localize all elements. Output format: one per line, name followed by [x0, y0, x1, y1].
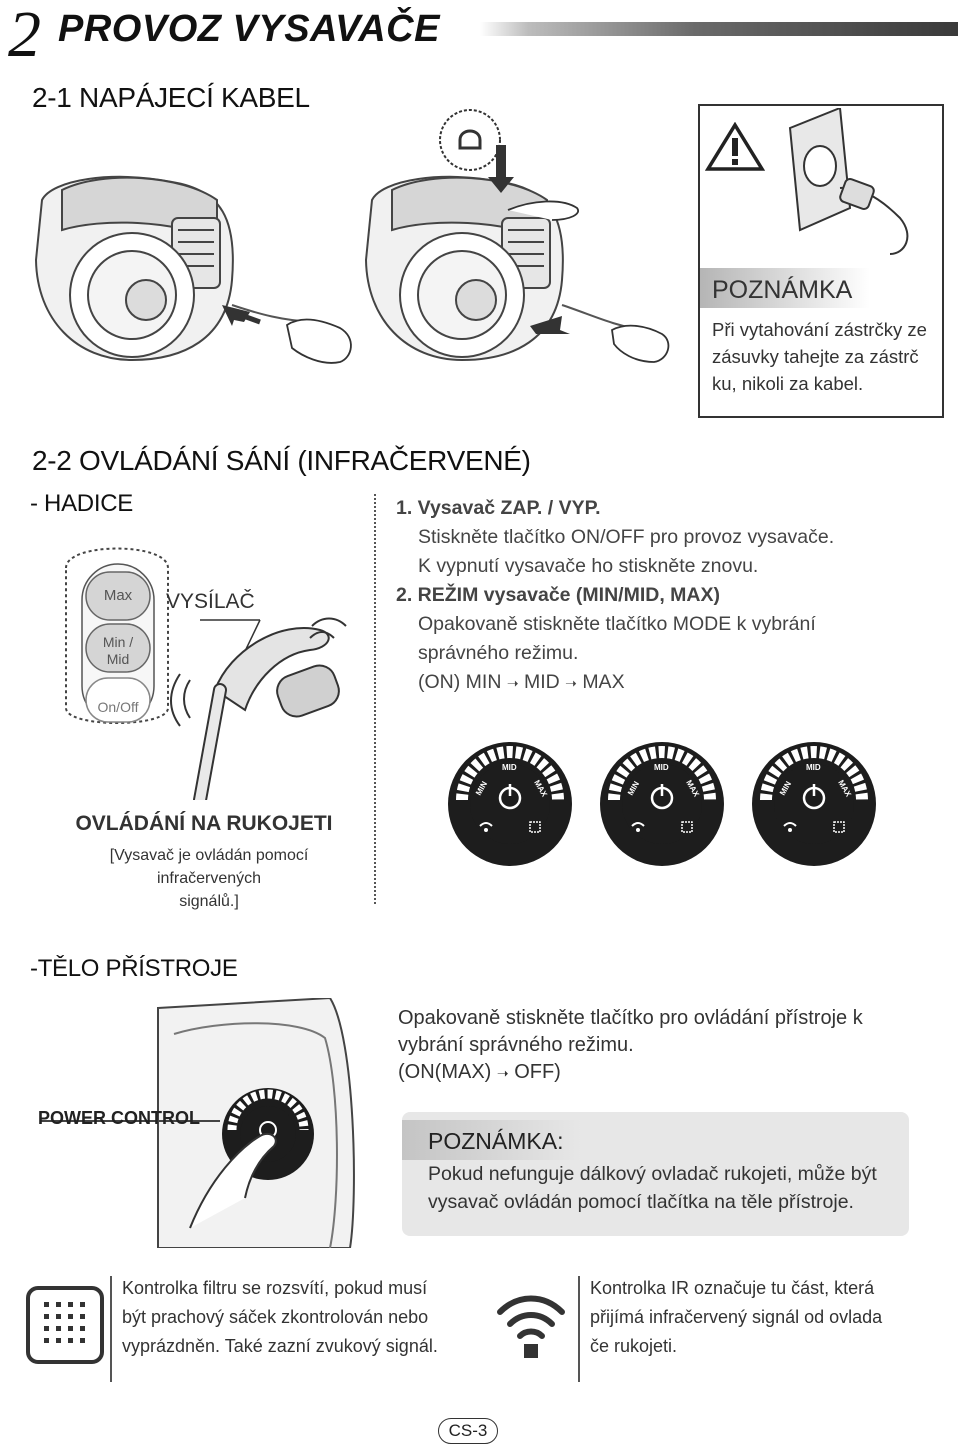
chapter-number: 2: [8, 0, 41, 71]
remote-caption-title: OVLÁDÁNÍ NA RUKOJETI: [75, 812, 333, 835]
wall-socket-icon: [780, 108, 940, 258]
step1-title: 1. Vysavač ZAP. / VYP.: [396, 497, 601, 519]
dial-label-min: MIN: [473, 779, 490, 797]
power-control-label: POWER CONTROL: [38, 1108, 200, 1128]
step2-line2: správného režimu.: [418, 642, 579, 664]
section-heading-power-cord: 2-1 NAPÁJECÍ KABEL: [32, 82, 310, 113]
ir-indicator-icon: [490, 1284, 572, 1366]
divider: [110, 1276, 112, 1382]
hose-handle-illustration: [160, 600, 370, 800]
step2-title: 2. REŽIM vysavače (MIN/MID, MAX): [396, 584, 720, 606]
mode-dials: [446, 740, 916, 880]
chapter-rule: [480, 22, 958, 36]
hand-icon: [287, 319, 351, 362]
dial-label-mid: MID: [654, 763, 669, 772]
filter-info-text: Kontrolka filtru se rozsvítí, pokud musí být prachový sáček zkontrolován nebo vyprázdněn. Také zazní zvukový signál.: [122, 1278, 438, 1356]
divider: [578, 1276, 580, 1382]
arrow-right-icon: ➝: [506, 675, 519, 691]
step1-line1: Stiskněte tlačítko ON/OFF pro provoz vysavače.: [418, 526, 835, 548]
body-instructions: Opakovaně stiskněte tlačítko pro ovládání přístroje k vybrání správného režimu. (ON(MAX) ➝ OFF): [398, 1007, 863, 1083]
note2-title: POZNÁMKA:: [428, 1128, 564, 1154]
mode-sequence: (ON) MIN ➝ MID ➝ MAX: [418, 671, 625, 693]
dial-label-mid: MID: [806, 763, 821, 772]
step1-line2: K vypnutí vysavače ho stiskněte znovu.: [418, 555, 759, 577]
warning-triangle-icon: [705, 122, 765, 172]
body-heading: -TĚLO PŘÍSTROJE: [30, 955, 238, 982]
note-text: Při vytahování zástrčky ze zásuvky tahejte za zástrč ku, nikoli za kabel.: [712, 319, 927, 394]
step2-line1: Opakovaně stiskněte tlačítko MODE k vybrání: [418, 613, 816, 635]
note2-text: Pokud nefunguje dálkový ovladač rukojeti, může být vysavač ovládán pomocí tlačítka na těle přístroje.: [428, 1163, 877, 1213]
min-mid-button[interactable]: Min / Mid: [102, 634, 134, 667]
dial-max-icon: [752, 742, 876, 866]
section-heading-suction-control: 2-2 OVLÁDÁNÍ SÁNÍ (INFRAČERVENÉ): [32, 445, 531, 476]
dial-mid-icon: [600, 742, 724, 866]
vacuum-cord-illustration: [22, 90, 692, 430]
dial-label-mid: MID: [502, 763, 517, 772]
filter-indicator-icon: [24, 1284, 106, 1366]
arrow-right-icon: ➝: [496, 1065, 509, 1081]
arrow-right-icon: ➝: [565, 675, 577, 691]
plug-symbol-icon: [440, 110, 500, 170]
chapter-title: PROVOZ VYSAVAČE: [58, 8, 440, 50]
vacuum-unit-right-icon: [366, 177, 642, 360]
push-down-arrow-icon: [496, 145, 506, 177]
remote-caption-text: [Vysavač je ovládán pomocí infračervených signálů.]: [109, 847, 309, 910]
hose-heading: - HADICE: [30, 490, 133, 517]
note-title: POZNÁMKA: [712, 276, 853, 304]
onoff-button[interactable]: On/Off: [97, 699, 139, 715]
page-number: CS-3: [438, 1418, 498, 1444]
dial-label-min: MIN: [777, 779, 794, 797]
dial-label-max: MAX: [684, 778, 701, 799]
remote-steps: [396, 494, 936, 698]
dial-label-max: MAX: [836, 778, 853, 799]
max-button[interactable]: Max: [103, 587, 133, 604]
dial-label-max: MAX: [532, 778, 549, 799]
dotted-divider: [374, 494, 376, 904]
dial-label-min: MIN: [625, 779, 642, 797]
transmitter-label: VYSÍLAČ: [166, 590, 255, 613]
vacuum-unit-left-icon: [36, 177, 312, 360]
dial-min-icon: [448, 742, 572, 866]
pull-arrow-icon: [222, 305, 250, 326]
ir-info-text: Kontrolka IR označuje tu část, která přijímá infračervený signál od ovlada če rukojeti.: [590, 1278, 883, 1356]
